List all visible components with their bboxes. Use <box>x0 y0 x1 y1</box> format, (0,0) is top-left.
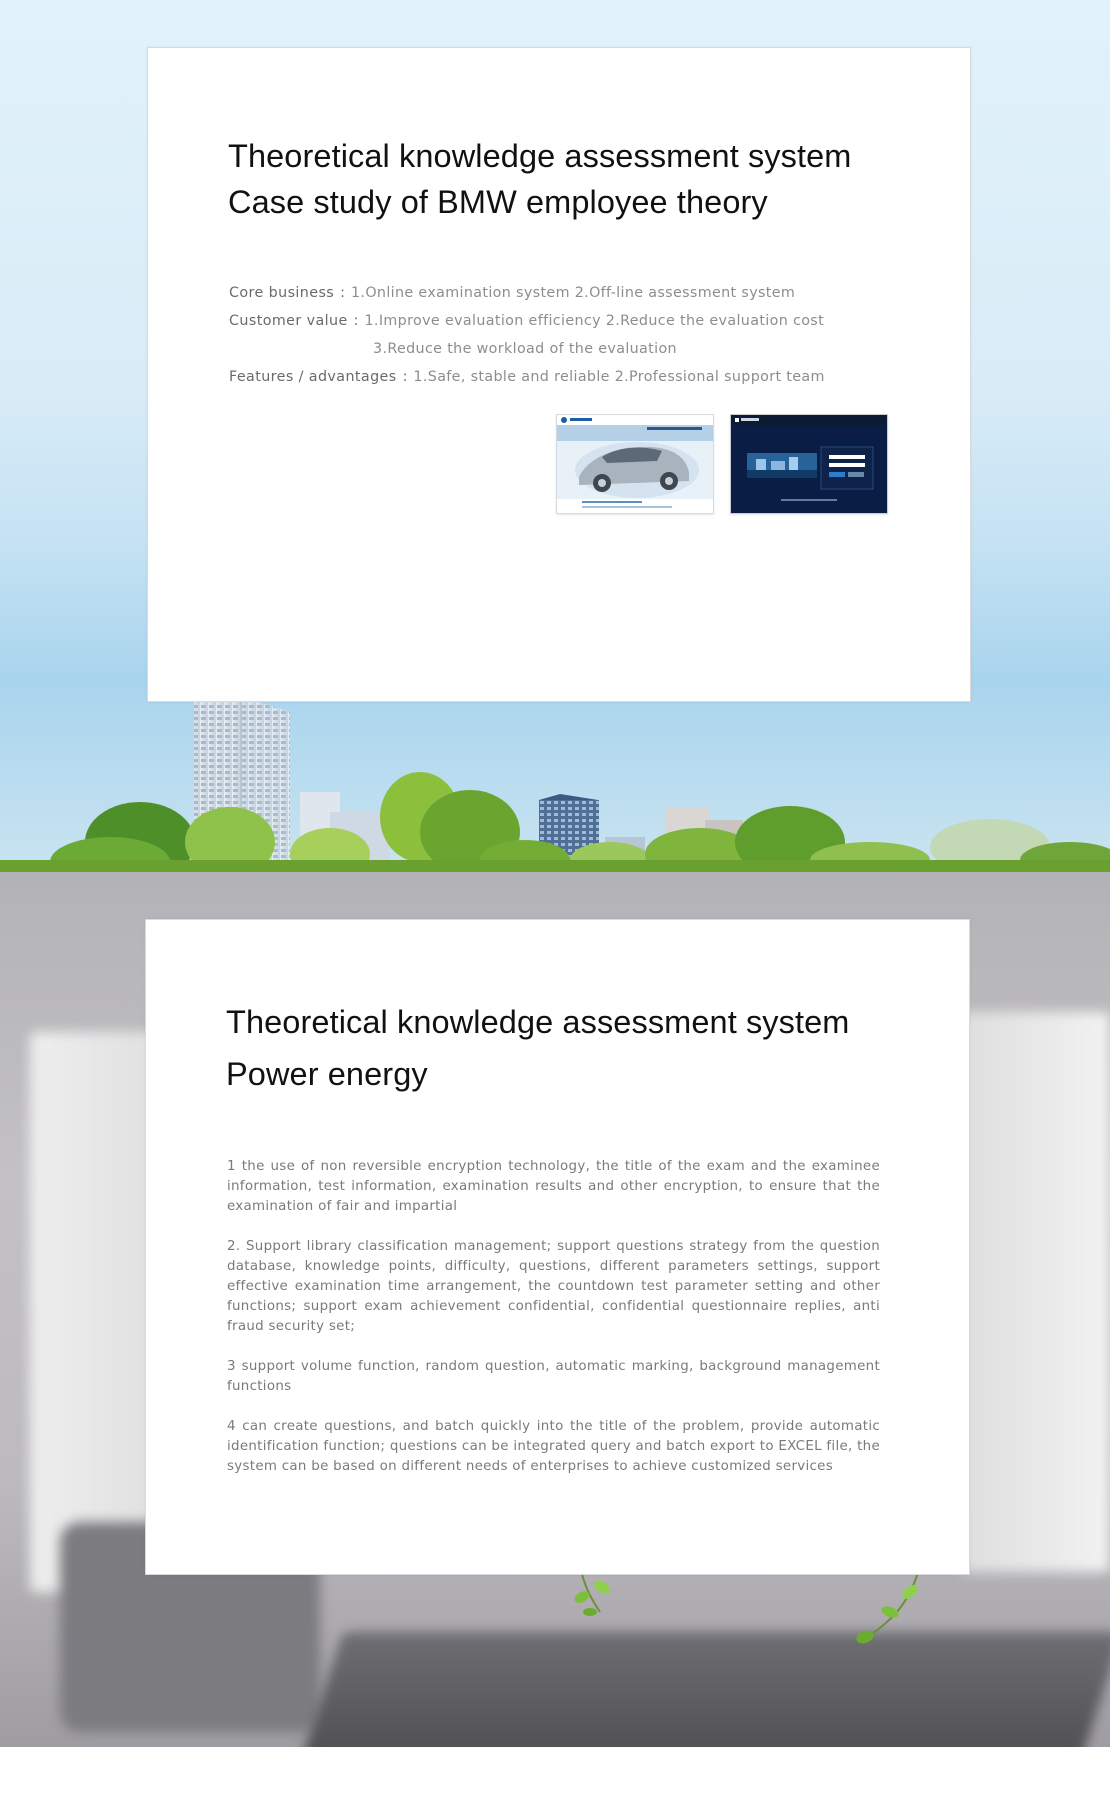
feature-paragraph: 1 the use of non reversible encryption technology, the title of the exam and the examinee information, test information, examination results and other encryption, to ensure that the examination of fair and impartial <box>227 1159 880 1214</box>
features-label: Features / advantages <box>229 369 397 385</box>
label-separator: : <box>353 313 359 329</box>
label-separator: : <box>402 369 408 385</box>
case-card-power-energy <box>145 919 970 1575</box>
core-business-row <box>229 279 949 307</box>
feature-paragraph: 4 can create questions, and batch quickly into the title of the problem, provide automatic identification function; questions can be integrated query and batch export to EXCEL file, the system can be based on different needs of enterprises to achieve customized services <box>227 1419 880 1474</box>
customer-value-label: Customer value <box>229 313 348 329</box>
title-line-1: Theoretical knowledge assessment system <box>226 1004 850 1040</box>
label-separator: : <box>340 285 345 301</box>
customer-value-line-1: 1.Improve evaluation efficiency 2.Reduce the evaluation cost <box>364 313 825 329</box>
login-screen-image <box>731 415 887 513</box>
customer-value-continuation-row <box>229 335 949 363</box>
thumbnail-login-screen-screenshot[interactable] <box>730 414 888 514</box>
customer-value-row <box>229 307 949 335</box>
case-card-bmw-title <box>228 133 851 225</box>
core-business-label: Core business <box>229 285 335 301</box>
blurred-monitor-right <box>960 1012 1110 1572</box>
case-card-bmw <box>147 47 971 702</box>
title-line-1: Theoretical knowledge assessment system <box>228 138 852 174</box>
case-card-power-title <box>226 996 849 1100</box>
case-info-list <box>229 279 949 391</box>
car-image <box>557 415 713 513</box>
core-business-value: 1.Online examination system 2.Off-line assessment system <box>350 285 796 301</box>
feature-paragraph: 3 support volume function, random question, automatic marking, background management functions <box>227 1359 880 1394</box>
features-row <box>229 363 949 391</box>
footer-whitespace <box>0 1747 1110 1813</box>
leaf-vine-decoration <box>560 1567 940 1687</box>
features-description <box>227 1157 880 1497</box>
feature-paragraph: 2. Support library classification management; support questions strategy from the question database, knowledge points, difficulty, questions, different parameters settings, support effective examination time arrangement, the countdown test parameter setting and other functions; support exam achievement confidential, confidential questionnaire replies, anti fraud security set; <box>227 1239 880 1334</box>
title-line-2: Power energy <box>226 1056 428 1092</box>
customer-value-line-2: 3.Reduce the workload of the evaluation <box>373 341 677 357</box>
features-value: 1.Safe, stable and reliable 2.Professional support team <box>413 369 825 385</box>
thumbnail-car-system-screenshot[interactable] <box>556 414 714 514</box>
title-line-2: Case study of BMW employee theory <box>228 184 768 220</box>
